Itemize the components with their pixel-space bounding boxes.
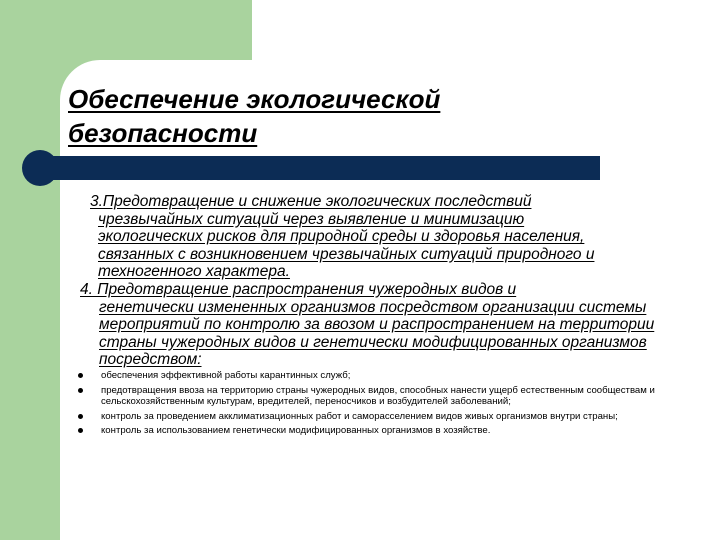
- bullet-text: контроль за использованием генетически модифицированных организмов в хозяйстве.: [101, 425, 491, 436]
- point-4-first-line: 4. Предотвращение распространения чужеродных видов и: [80, 281, 517, 298]
- point-4-body: генетически измененных организмов посредством организации системы мероприятий по контролю за ввозом и распространением на территории страны чужеродных видов и генетически модифицированных организмов посредством:: [99, 298, 655, 368]
- list-item: [78, 425, 678, 437]
- list-item: [78, 411, 678, 423]
- bullet-dot-icon: [78, 414, 83, 419]
- slide-title: [68, 82, 588, 150]
- list-item: [78, 370, 678, 382]
- bullet-text: обеспечения эффективной работы карантинных служб;: [101, 370, 351, 381]
- point-3-body: чрезвычайных ситуаций через выявление и минимизацию экологических рисков для природной среды и здоровья населения, связанных с возникновением чрезвычайных ситуаций природного и техногенного характера.: [98, 210, 595, 280]
- title-divider-bar: [24, 156, 600, 180]
- point-3-first-line: 3.Предотвращение и снижение экологических последствий: [90, 193, 532, 210]
- point-4-paragraph: [80, 281, 690, 369]
- title-line-1: Обеспечение экологической: [68, 84, 441, 114]
- title-line-2: безопасности: [68, 118, 258, 148]
- bullet-dot-icon: [78, 373, 83, 378]
- bullet-text: контроль за проведением акклиматизационных работ и саморасселением видов живых организмов внутри страны;: [101, 410, 618, 422]
- list-item: [78, 385, 678, 408]
- bullet-dot-icon: [78, 388, 83, 393]
- measures-bullet-list: [78, 370, 678, 440]
- bullet-text: предотвращения ввоза на территорию страны чужеродных видов, способных нанести ущерб естественным сообществам и сельскохозяйственным культурам, вредителей, переносчиков и возбудителей заболеваний;: [101, 384, 655, 407]
- bullet-dot-icon: [78, 428, 83, 433]
- divider-bar-end-cap: [22, 150, 58, 186]
- point-3-paragraph: [90, 193, 630, 281]
